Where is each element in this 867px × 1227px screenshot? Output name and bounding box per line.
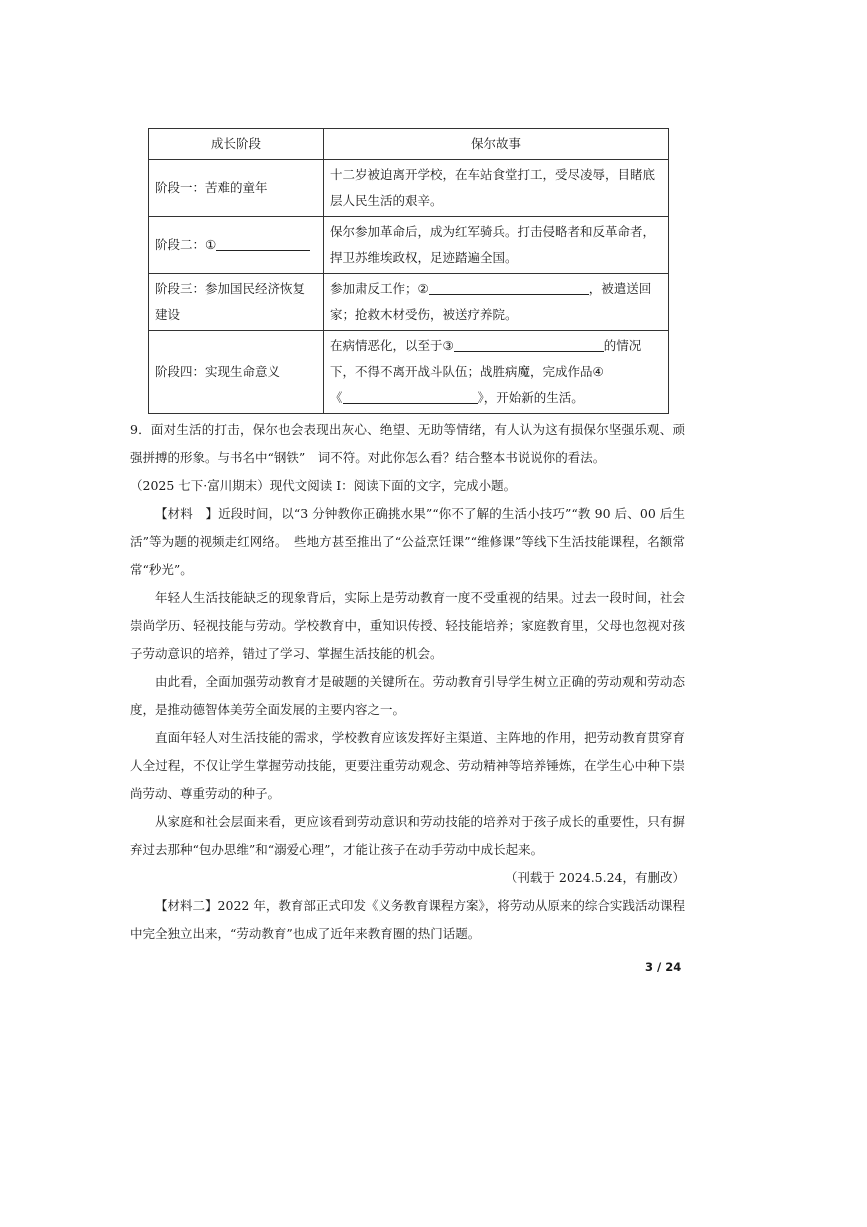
table-header-row	[149, 129, 669, 160]
story-text: ，被遣送回家；抢救木材受伤，被送疗养院。	[330, 281, 652, 322]
answer-blank[interactable]	[429, 280, 589, 295]
question-9: 9．面对生活的打击，保尔也会表现出灰心、绝望、无助等情绪，有人认为这有损保尔坚强乐观、顽强拼搏的形象。与书名中“钢铁” 词不符。对此你怎么看？结合整本书说说你的看法。	[130, 422, 685, 465]
stage-cell	[149, 217, 324, 274]
material1-paragraph: 直面年轻人对生活技能的需求，学校教育应该发挥好主渠道、主阵地的作用，把劳动教育贯穿育人全过程，不仅让学生掌握劳动技能，更要注重劳动观念、劳动精神等培养锤炼，在学生心中种下崇尚劳动、尊重劳动的种子。	[130, 730, 685, 801]
source-line: （2025 七下·富川期末）现代文阅读 I：阅读下面的文字，完成小题。	[130, 478, 517, 493]
story-cell: 十二岁被迫离开学校，在车站食堂打工，受尽凌辱，目睹底层人民生活的艰辛。	[324, 160, 669, 217]
material1-paragraph: 从家庭和社会层面来看，更应该看到劳动意识和劳动技能的培养对于孩子成长的重要性，只有摒弃过去那种“包办思维”和“溺爱心理”，才能让孩子在动手劳动中成长起来。	[130, 814, 685, 857]
table-row	[149, 274, 669, 331]
material1-paragraph: 年轻人生活技能缺乏的现象背后，实际上是劳动教育一度不受重视的结果。过去一段时间，社会崇尚学历、轻视技能与劳动。学校教育中，重知识传授、轻技能培养；家庭教育里，父母也忽视对孩子劳动意识的培养，错过了学习、掌握生活技能的机会。	[130, 590, 685, 661]
question-block	[130, 416, 685, 948]
citation: （刊载于 2024.5.24，有删改）	[504, 870, 685, 885]
material1-paragraph: 【材料 】近段时间，以“3 分钟教你正确挑水果”“你不了解的生活小技巧”“教 90 后、00 后生活”等为题的视频走红网络。 些地方甚至推出了“公益烹饪课”“维修课”等线下生活技能课程，名额常常“秒光”。	[130, 506, 685, 577]
story-cell	[324, 331, 669, 414]
stage-prefix: 阶段二：	[155, 237, 206, 252]
story-text: 的情况下，不得不离开战斗队伍；战胜病魔，完成作品	[330, 338, 642, 379]
stage-cell: 阶段一：苦难的童年	[149, 160, 324, 217]
growth-stage-table	[148, 128, 669, 414]
header-stage: 成长阶段	[149, 129, 324, 160]
stage-cell: 阶段三：参加国民经济恢复建设	[149, 274, 324, 331]
story-cell	[324, 274, 669, 331]
story-text: 在病情恶化，以至于	[330, 338, 443, 353]
header-story: 保尔故事	[324, 129, 669, 160]
page-number: 3 / 24	[645, 960, 682, 974]
blank-marker: ①	[205, 237, 217, 252]
answer-blank[interactable]	[454, 337, 604, 352]
answer-blank[interactable]	[216, 236, 310, 251]
blank-marker: ④	[592, 364, 604, 379]
material2-paragraph: 【材料二】2022 年，教育部正式印发《义务教育课程方案》，将劳动从原来的综合实践活动课程中完全独立出来，“劳动教育”也成了近年来教育圈的热门话题。	[130, 898, 685, 941]
story-text: 《	[330, 390, 343, 405]
blank-marker: ③	[442, 338, 454, 353]
answer-blank[interactable]	[343, 389, 478, 404]
material1-paragraph: 由此看，全面加强劳动教育才是破题的关键所在。劳动教育引导学生树立正确的劳动观和劳动态度，是推动德智体美劳全面发展的主要内容之一。	[130, 674, 685, 717]
table-row	[149, 160, 669, 217]
table-row	[149, 217, 669, 274]
story-text: 参加肃反工作；	[330, 281, 418, 296]
story-text: 》，开始新的生活。	[477, 390, 584, 405]
table-row	[149, 331, 669, 414]
blank-marker: ②	[417, 281, 429, 296]
story-cell: 保尔参加革命后，成为红军骑兵。打击侵略者和反革命者，捍卫苏维埃政权，足迹踏遍全国。	[324, 217, 669, 274]
stage-cell: 阶段四：实现生命意义	[149, 331, 324, 414]
